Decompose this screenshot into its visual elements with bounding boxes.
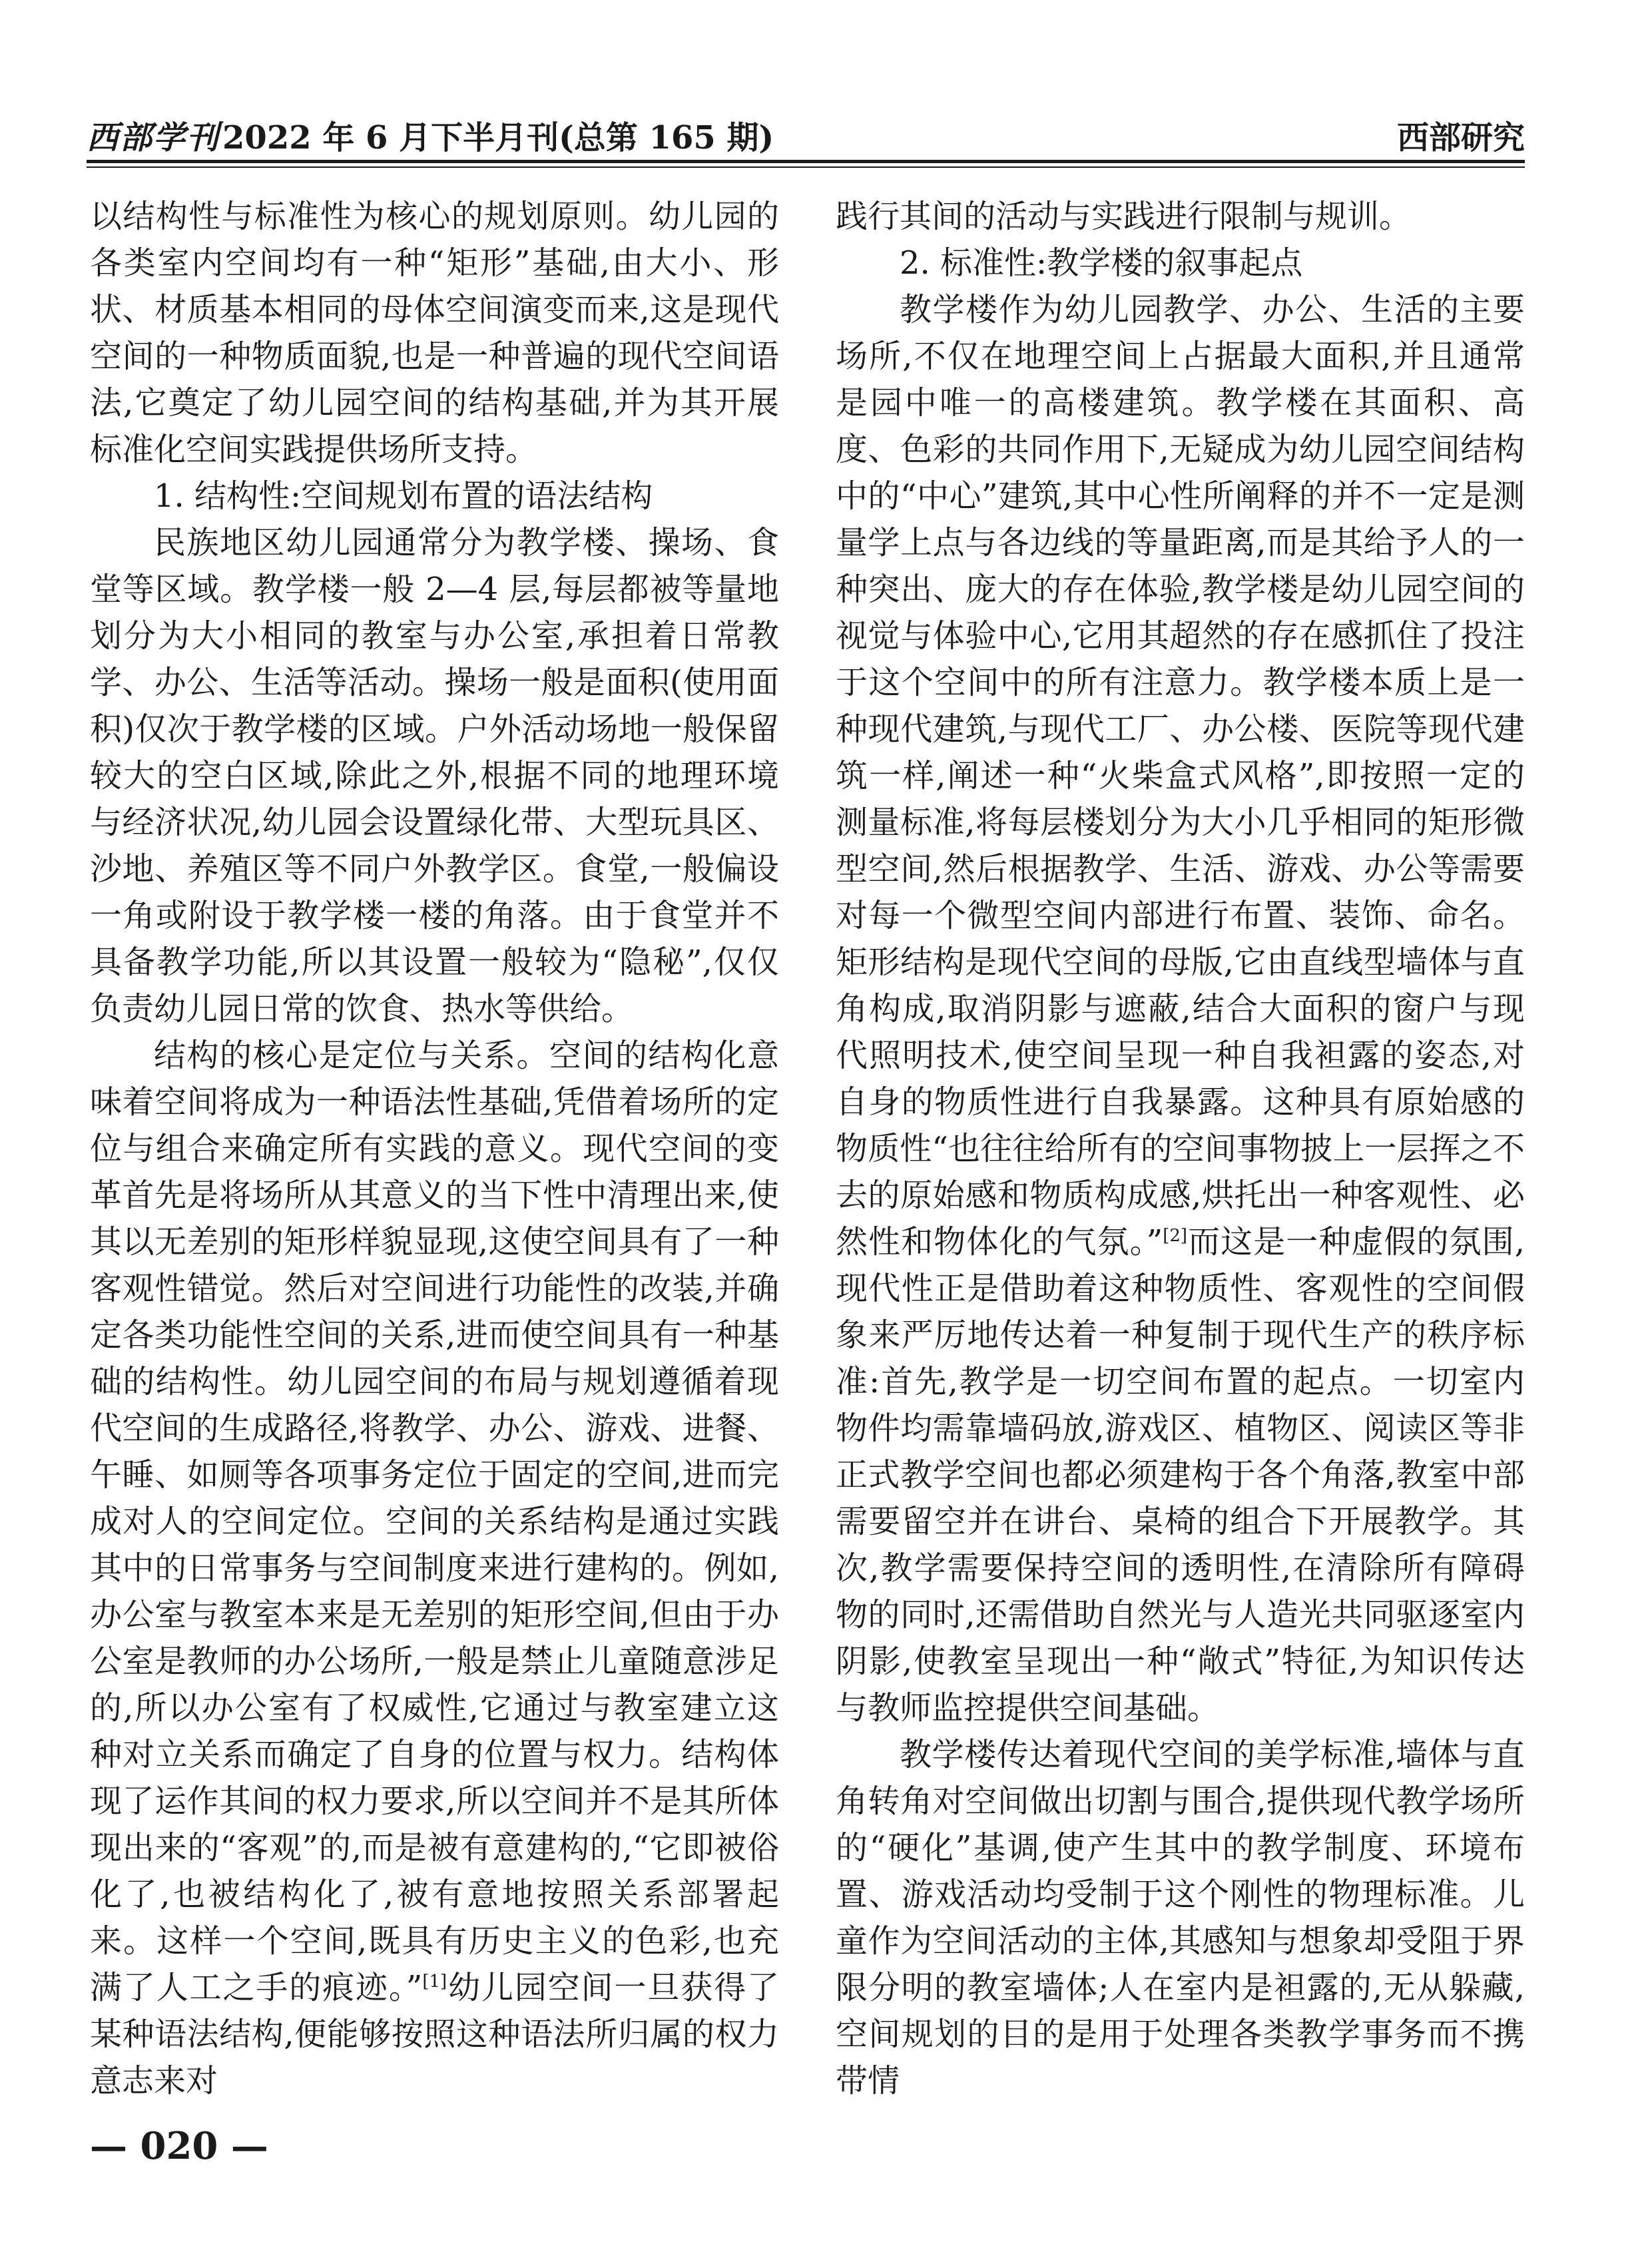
paragraph-text: 教学楼作为幼儿园教学、办公、生活的主要场所,不仅在地理空间上占据最大面积,并且通常是园中唯一的高楼建筑。教学楼在其面积、高度、色彩的共同作用下,无疑成为幼儿园空间结构中的“中心”建筑,其中心性所阐释的并不一定是测量学上点与各边线的等量距离,而是其给予人的一种突出、庞大的存在体验,教学楼是幼儿园空间的视觉与体验中心,它用其超然的存在感抓住了投注于这个空间中的所有注意力。教学楼本质上是一种现代建筑,与现代工厂、办公楼、医院等现代建筑一样,阐述一种“火柴盒式风格”,即按照一定的测量标准,将每层楼划分为大小几乎相同的矩形微型空间,然后根据教学、生活、游戏、办公等需要对每一个微型空间内部进行布置、装饰、命名。矩形结构是现代空间的母版,它由直线型墙体与直角构成,取消阴影与遮蔽,结合大面积的窗户与现代照明技术,使空间呈现一种自我袒露的姿态,对自身的物质性进行自我暴露。这种具有原始感的物质性“也往往给所有的空间事物披上一层挥之不去的原始感和物质构成感,烘托出一种客观性、必然性和物体化的气氛。”	[836, 291, 1525, 1261]
citation-ref: [2]	[1163, 1226, 1188, 1246]
subheading: 1. 结构性:空间规划布置的语法结构	[154, 477, 653, 515]
paragraph-text: 幼儿园空间一旦获得了某种语法结构,便能够按照这种语法所归属的权力意志来对	[90, 1969, 779, 2100]
journal-brand: 西部学刊	[87, 119, 220, 156]
right-column	[836, 193, 1525, 2104]
running-header	[87, 112, 1525, 165]
left-column	[90, 193, 779, 2104]
paragraph: 民族地区幼儿园通常分为教学楼、操场、食堂等区域。教学楼一般 2—4 层,每层都被等量地划分为大小相同的教室与办公室,承担着日常教学、办公、生活等活动。操场一般是面积(使用面积)仅次于教学楼的区域。户外活动场地一般保留较大的空白区域,除此之外,根据不同的地理环境与经济状况,幼儿园会设置绿化带、大型玩具区、沙地、养殖区等不同户外教学区。食堂,一般偏设一角或附设于教学楼一楼的角落。由于食堂并不具备教学功能,所以其设置一般较为“隐秘”,仅仅负责幼儿园日常的饮食、热水等供给。	[90, 524, 779, 1027]
citation-ref: [1]	[422, 1972, 447, 1992]
paragraph-text: 结构的核心是定位与关系。空间的结构化意味着空间将成为一种语法性基础,凭借着场所的定位与组合来确定所有实践的意义。现代空间的变革首先是将场所从其意义的当下性中清理出来,使其以无差别的矩形样貌显现,这使空间具有了一种客观性错觉。然后对空间进行功能性的改装,并确定各类功能性空间的关系,进而使空间具有一种基础的结构性。幼儿园空间的布局与规划遵循着现代空间的生成路径,将教学、办公、游戏、进餐、午睡、如厕等各项事务定位于固定的空间,进而完成对人的空间定位。空间的关系结构是通过实践其中的日常事务与空间制度来进行建构的。例如,办公室与教室本来是无差别的矩形空间,但由于办公室是教师的办公场所,一般是禁止儿童随意涉足的,所以办公室有了权威性,它通过与教室建立这种对立关系而确定了自身的位置与权力。结构体现了运作其间的权力要求,所以空间并不是其所体现出来的“客观”的,而是被有意建构的,“它即被俗化了,也被结构化了,被有意地按照关系部署起来。这样一个空间,既具有历史主义的色彩,也充满了人工之手的痕迹。”	[90, 1037, 779, 2006]
paragraph-text: 而这是一种虚假的氛围,现代性正是借助着这种物质性、客观性的空间假象来严厉地传达着一种复制于现代生产的秩序标准:首先,教学是一切空间布置的起点。一切室内物件均需靠墙码放,游戏区、植物区、阅读区等非正式教学空间也都必须建构于各个角落,教室中部需要留空并在讲台、桌椅的组合下开展教学。其次,教学需要保持空间的透明性,在清除所有障碍物的同时,还需借助自然光与人造光共同驱逐室内阴影,使教室呈现出一种“敞式”特征,为知识传达与教师监控提供空间基础。	[836, 1223, 1525, 1727]
header-rule-thick	[87, 160, 1525, 163]
issue-info: 2022 年 6 月下半月刊(总第 165 期)	[222, 119, 774, 156]
paragraph: 教学楼传达着现代空间的美学标准,墙体与直角转角对空间做出切割与围合,提供现代教学场所的“硬化”基调,使产生其中的教学制度、环境布置、游戏活动均受制于这个刚性的物理标准。儿童作为空间活动的主体,其感知与想象却受阻于界限分明的教室墙体;人在室内是袒露的,无从躲藏,空间规划的目的是用于处理各类教学事务而不携带情	[836, 1736, 1525, 2100]
header-rule-thin	[87, 166, 1525, 168]
page-number: — 020 —	[90, 2124, 268, 2168]
paragraph: 践行其间的活动与实践进行限制与规训。	[836, 198, 1412, 235]
subheading: 2. 标准性:教学楼的叙事起点	[900, 244, 1303, 282]
paragraph	[836, 286, 1525, 1731]
paragraph	[90, 1032, 779, 2104]
section-name: 西部研究	[1396, 119, 1525, 156]
paragraph: 以结构性与标准性为核心的规划原则。幼儿园的各类室内空间均有一种“矩形”基础,由大小、形状、材质基本相同的母体空间演变而来,这是现代空间的一种物质面貌,也是一种普遍的现代空间语法,它奠定了幼儿园空间的结构基础,并为其开展标准化空间实践提供场所支持。	[90, 198, 779, 468]
journal-issue	[87, 112, 774, 158]
